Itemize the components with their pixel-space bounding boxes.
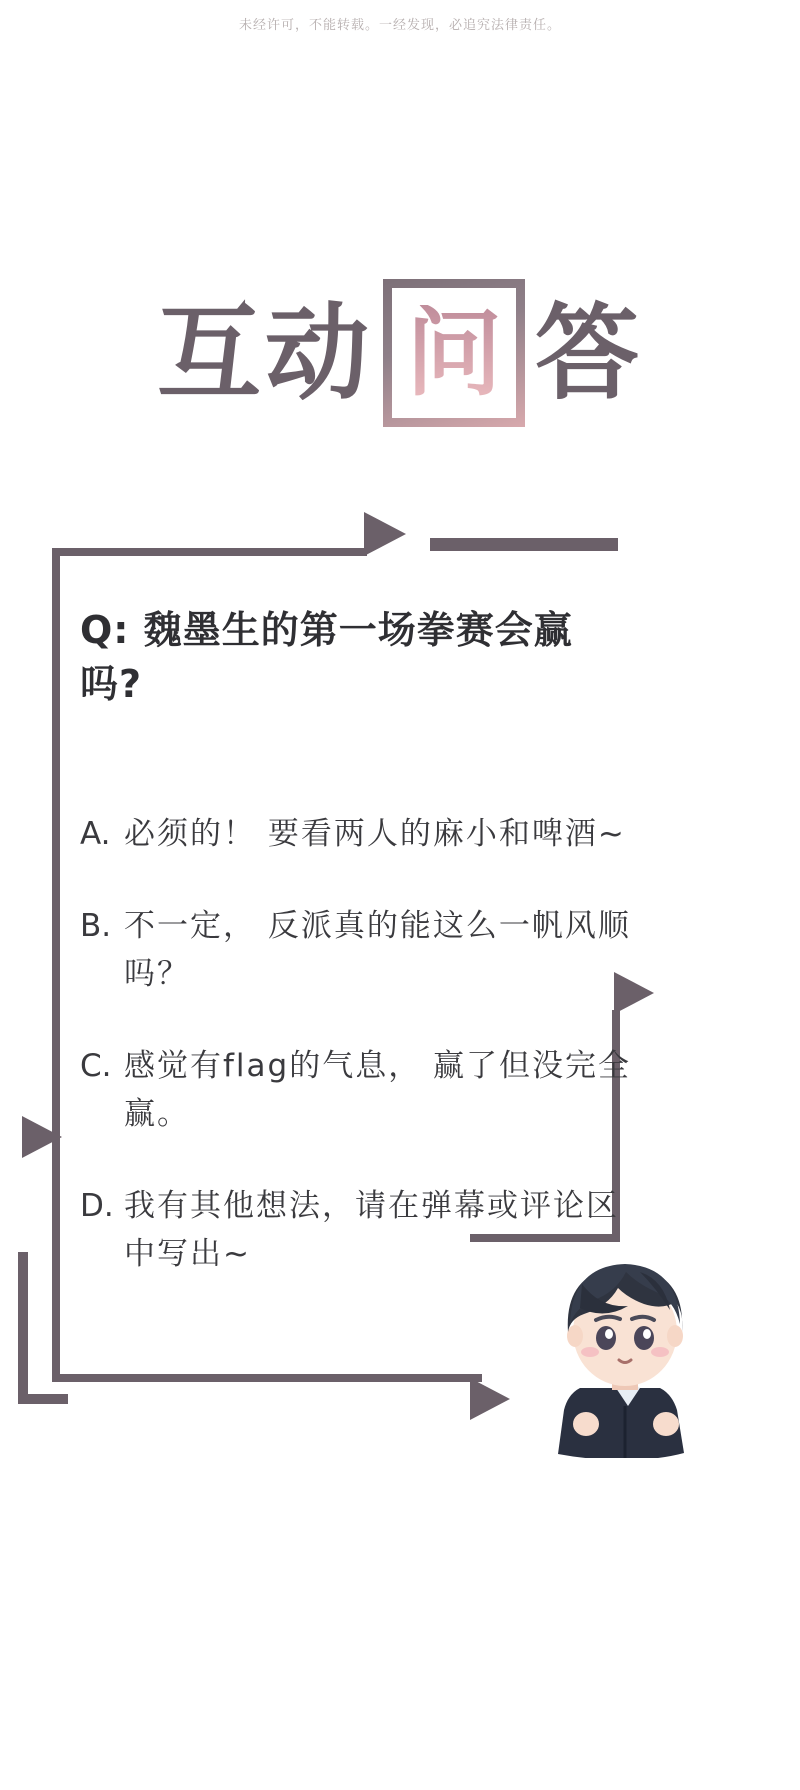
title-highlight-box xyxy=(383,279,525,427)
title-left-text: 互动 xyxy=(156,292,373,414)
option-c[interactable] xyxy=(80,1042,640,1138)
title-boxed-glyph: 问 xyxy=(406,297,502,409)
arrow-left-icon xyxy=(22,1116,62,1158)
frame-top-left-line xyxy=(52,548,367,556)
option-c-text: 感觉有flag的气息， 赢了但没完全赢。 xyxy=(124,1048,632,1133)
option-d-text: 我有其他想法，请在弹幕或评论区中写出~ xyxy=(124,1188,619,1273)
option-a[interactable] xyxy=(80,810,640,858)
frame-left-lower-line xyxy=(18,1252,28,1402)
arrow-top-icon xyxy=(364,512,406,556)
option-a-text: 必须的！ 要看两人的麻小和啤酒~ xyxy=(124,816,626,852)
option-d-key: D. xyxy=(80,1188,114,1225)
option-a-key: A. xyxy=(80,816,111,852)
question-text: Q: 魏墨生的第一场拳赛会赢吗? xyxy=(80,608,573,706)
frame-left-line xyxy=(52,548,60,1382)
boy-character-illustration xyxy=(520,1228,730,1458)
arrow-bottom-icon xyxy=(470,1378,510,1420)
option-b[interactable] xyxy=(80,902,640,998)
frame-top-right-line xyxy=(430,538,618,551)
frame-left-lower-foot xyxy=(18,1394,68,1404)
option-c-key: C. xyxy=(80,1048,112,1085)
option-b-key: B. xyxy=(80,908,112,945)
page-title xyxy=(0,278,800,428)
title-right-text: 答 xyxy=(535,292,644,414)
copyright-notice: 未经许可，不能转载。一经发现，必追究法律责任。 xyxy=(238,18,561,33)
frame-bottom-line xyxy=(52,1374,482,1382)
option-b-text: 不一定， 反派真的能这么一帆风顺吗？ xyxy=(124,908,631,993)
